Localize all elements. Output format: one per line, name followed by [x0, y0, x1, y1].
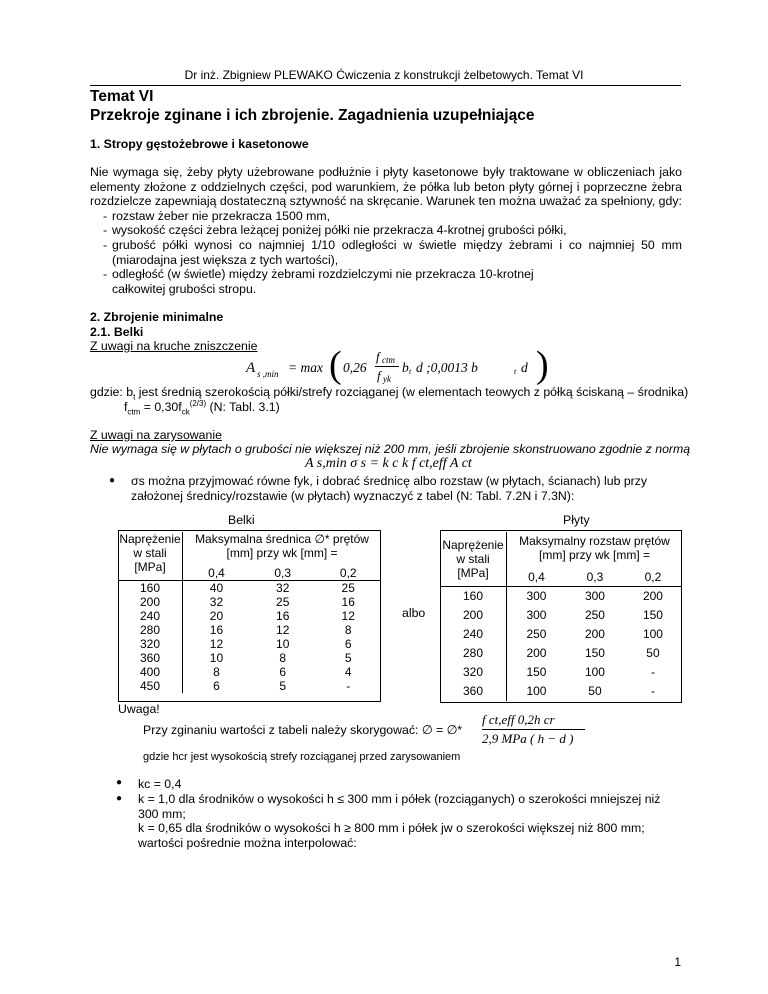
hcr-definition: gdzie hcr jest wysokością strefy rozciąganej przed zarysowaniem: [143, 751, 461, 763]
bullet-icon: ●: [116, 777, 123, 788]
correction-formula-denominator: 2,9 MPa ( h − d ): [482, 731, 574, 746]
bullet-icon: ●: [116, 793, 123, 804]
uwaga-note: Uwaga!: [118, 702, 160, 716]
beams-table-caption: Belki: [228, 513, 255, 527]
bullet-k: ● k = 1,0 dla środników o wysokości h ≤ 300 mm i półek (rozciąganych) o szerokości mniejszej niż 300 mm; k = 0,65 dla środników o wysokości h ≥ 800 mm i półek jw o szerokości większej niż 800 mm; wartości pośrednie można interpolować:: [116, 792, 661, 850]
beams-col-diameter: Maksymalna średnica ∅* prętów [mm] przy wk [mm] =: [195, 532, 369, 560]
list-item: - grubość półki wynosi co najmniej 1/10 odległości w świetle między żebrami i co najmniej 50 mm (miarodajna jest większa z tych wartości),: [103, 238, 682, 267]
table-row: 280 16 12 8: [118, 623, 381, 637]
page-header: Dr inż. Zbigniew PLEWAKO Ćwiczenia z konstrukcji żelbetowych. Temat VI: [184, 68, 584, 82]
correction-formula-numerator: f ct,eff 0,2h cr: [482, 712, 555, 727]
min-reinforcement-formula: A s ,min = max ( 0,26 f ctm f yk b t d ;0,0013 b t d ): [246, 344, 549, 386]
bullet-icon: ●: [109, 475, 116, 486]
correction-text: Przy zginaniu wartości z tabeli należy skorygować: ∅ = ∅*: [143, 723, 463, 737]
bt-definition: gdzie: $b_t$ jest średnią szerokością półki/strefy rozciąganej (w elementach teowych z półką ściskaną – środnika): [90, 385, 689, 402]
table-row: 450 6 5 -: [118, 679, 381, 693]
page-number: 1: [674, 955, 681, 969]
table-row: 400 8 6 4: [118, 665, 381, 679]
list-item: - odległość (w świetle) między żebrami rozdzielczymi nie przekracza 10-krotnej całkowitej grubości stropu.: [103, 267, 534, 296]
section-1-paragraph: Nie wymaga się, żeby płyty użebrowane podłużnie i płyty kasetonowe były traktowane w obliczeniach jako elementy złożone z oddzielnych części, pod warunkiem, że półka lub beton płyty górnej i poprzeczne żebra rozdzielcze zapewniają dostateczną sztywność na skręcanie. Warunek ten można uważać za spełniony, gdy:: [90, 165, 682, 208]
table-cell: 0,3: [250, 566, 316, 581]
bullet-kc: ● kc = 0,4: [116, 777, 182, 791]
brittle-failure-heading: Z uwagi na kruche zniszczenie: [90, 339, 258, 353]
table-row: 360 10 8 5: [118, 651, 381, 665]
table-row: 240 250 200 100: [440, 625, 682, 644]
fctm-definition: $f_{ctm} = 0,30f_{ck}^{(2/3)}$ (N: Tabl. 3.1): [124, 399, 280, 417]
slabs-table-frame: [440, 530, 682, 703]
bullet-sigma-s: ● σs można przyjmować równe fyk, i dobrać średnicę albo rozstaw (w płytach, ścianach) lub przy założonej średnicy/rozstawie (w płytach) wyznaczyć z tabel (N: Tabl. 7.2N i 7.3N):: [109, 474, 648, 503]
albo-label: albo: [402, 606, 426, 620]
table-cell: 0,4: [183, 566, 250, 581]
slabs-col-stress: Naprężenie w stali [MPa]: [440, 532, 507, 587]
table-row: 200 300 250 150: [440, 606, 682, 625]
table-row: 320 150 100 -: [440, 663, 682, 682]
beams-col-stress: Naprężenie w stali [MPa]: [118, 532, 183, 581]
section-2-heading: 2. Zbrojenie minimalne: [90, 310, 224, 324]
table-row: 360 100 50 -: [440, 682, 682, 701]
cracking-heading: Z uwagi na zarysowanie: [90, 428, 222, 442]
slabs-col-spacing: Maksymalny rozstaw prętów [mm] przy wk [mm] =: [519, 534, 670, 562]
topic-subtitle: Przekroje zginane i ich zbrojenie. Zagadnienia uzupełniające: [90, 107, 535, 124]
table-row: 160 300 300 200: [440, 587, 682, 606]
table-cell: 0,3: [586, 570, 604, 585]
topic-title: Temat VI: [90, 88, 154, 105]
list-item: - wysokość części żebra leżącej poniżej półki nie przekracza 4-krotnej grubości półki,: [103, 223, 567, 237]
slabs-table-caption: Płyty: [563, 513, 590, 527]
cracking-note: Nie wymaga się w płytach o grubości nie większej niż 200 mm, jeśli zbrojenie skonstruowano zgodnie z normą: [90, 442, 691, 456]
table-row: 280 200 150 50: [440, 644, 682, 663]
table-row: 160 40 32 25: [118, 581, 381, 596]
section-2-1-heading: 2.1. Belki: [90, 325, 144, 339]
table-row: 200 32 25 16: [118, 595, 381, 609]
header-rule: [90, 85, 681, 86]
section-1-heading: 1. Stropy gęstożebrowe i kasetonowe: [90, 137, 309, 151]
table-row: 240 20 16 12: [118, 609, 381, 623]
fraction-bar: [482, 729, 585, 730]
table-cell: 0,2: [315, 566, 381, 581]
table-cell: 0,4: [528, 570, 545, 585]
cracking-formula: A s,min σ s = k c k f ct,eff A ct: [305, 456, 472, 471]
beams-table-frame: [118, 530, 381, 702]
table-cell: 0,2: [644, 570, 662, 585]
list-item: - rozstaw żeber nie przekracza 1500 mm,: [103, 209, 331, 223]
table-row: 320 12 10 6: [118, 637, 381, 651]
